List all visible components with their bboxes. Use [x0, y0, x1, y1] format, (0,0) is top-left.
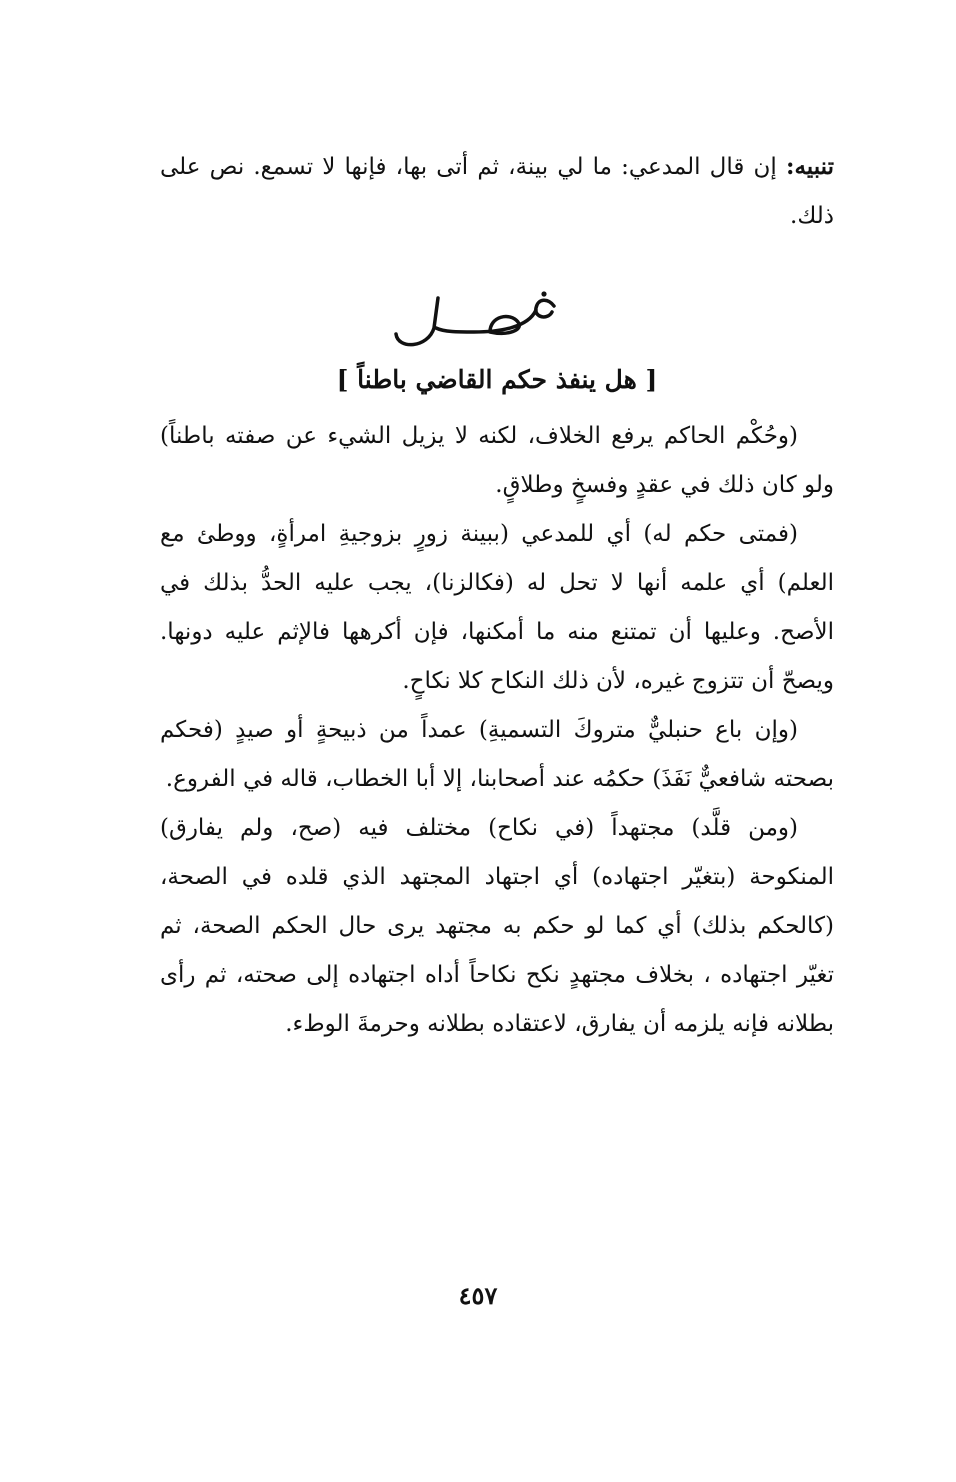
paragraph: (وإن باع حنبليٌّ متروكَ التسميةِ) عمداً من ذبيحةٍ أو صيدٍ (فحكم بصحته شافعيٌّ نَفَذَ) حكمُه عند أصحابنا، إلا أبا الخطاب، قاله في الفروع.	[160, 717, 834, 792]
notice-text: إن قال المدعي: ما لي بينة، ثم أتى بها، فإنها لا تسمع. نص على ذلك.	[160, 154, 834, 229]
page-number: ٤٥٧	[458, 1281, 498, 1310]
body-text	[160, 412, 834, 1049]
notice-paragraph	[160, 142, 834, 241]
paragraph: (ومن قلَّد) مجتهداً (في نكاح) مختلف فيه (صح، ولم يفارق) المنكوحة (بتغيّر اجتهاده) أي اجتهاد المجتهد الذي قلده في الصحة، (كالحكم بذلك) أي كما لو حكم به مجتهد يرى حال الحكم الصحة، ثم تغيّر اجتهاده ، بخلاف مجتهدٍ نكح نكاحاً أداه اجتهاده إلى صحته، ثم رأى بطلانه فإنه يلزمه أن يفارق، لاعتقاده بطلانه وحرمةَ الوطء.	[160, 815, 834, 1037]
notice-label: تنبيه:	[785, 153, 834, 180]
fasl-calligraphy-ornament	[378, 288, 578, 358]
paragraph: (فمتى حكم له) أي للمدعي (ببينة زورٍ بزوجيةِ امرأةٍ، ووطئ مع العلم) أي علمه أنها لا تحل له (فكالزنا)، يجب عليه الحدُّ بذلك في الأصح. وعليها أن تمتنع منه ما أمكنها، فإن أكرهها فالإثم عليه دونها. ويصحّ أن تتزوج غيره، لأن ذلك النكاح كلا نكاحٍ.	[160, 521, 834, 694]
section-heading: [ هل ينفذ حكم القاضي باطناً ]	[336, 365, 658, 394]
paragraph: (وحُكْم الحاكم يرفع الخلاف، لكنه لا يزيل الشيء عن صفته باطناً) ولو كان ذلك في عقدٍ وفسخٍ وطلاقٍ.	[160, 423, 834, 498]
